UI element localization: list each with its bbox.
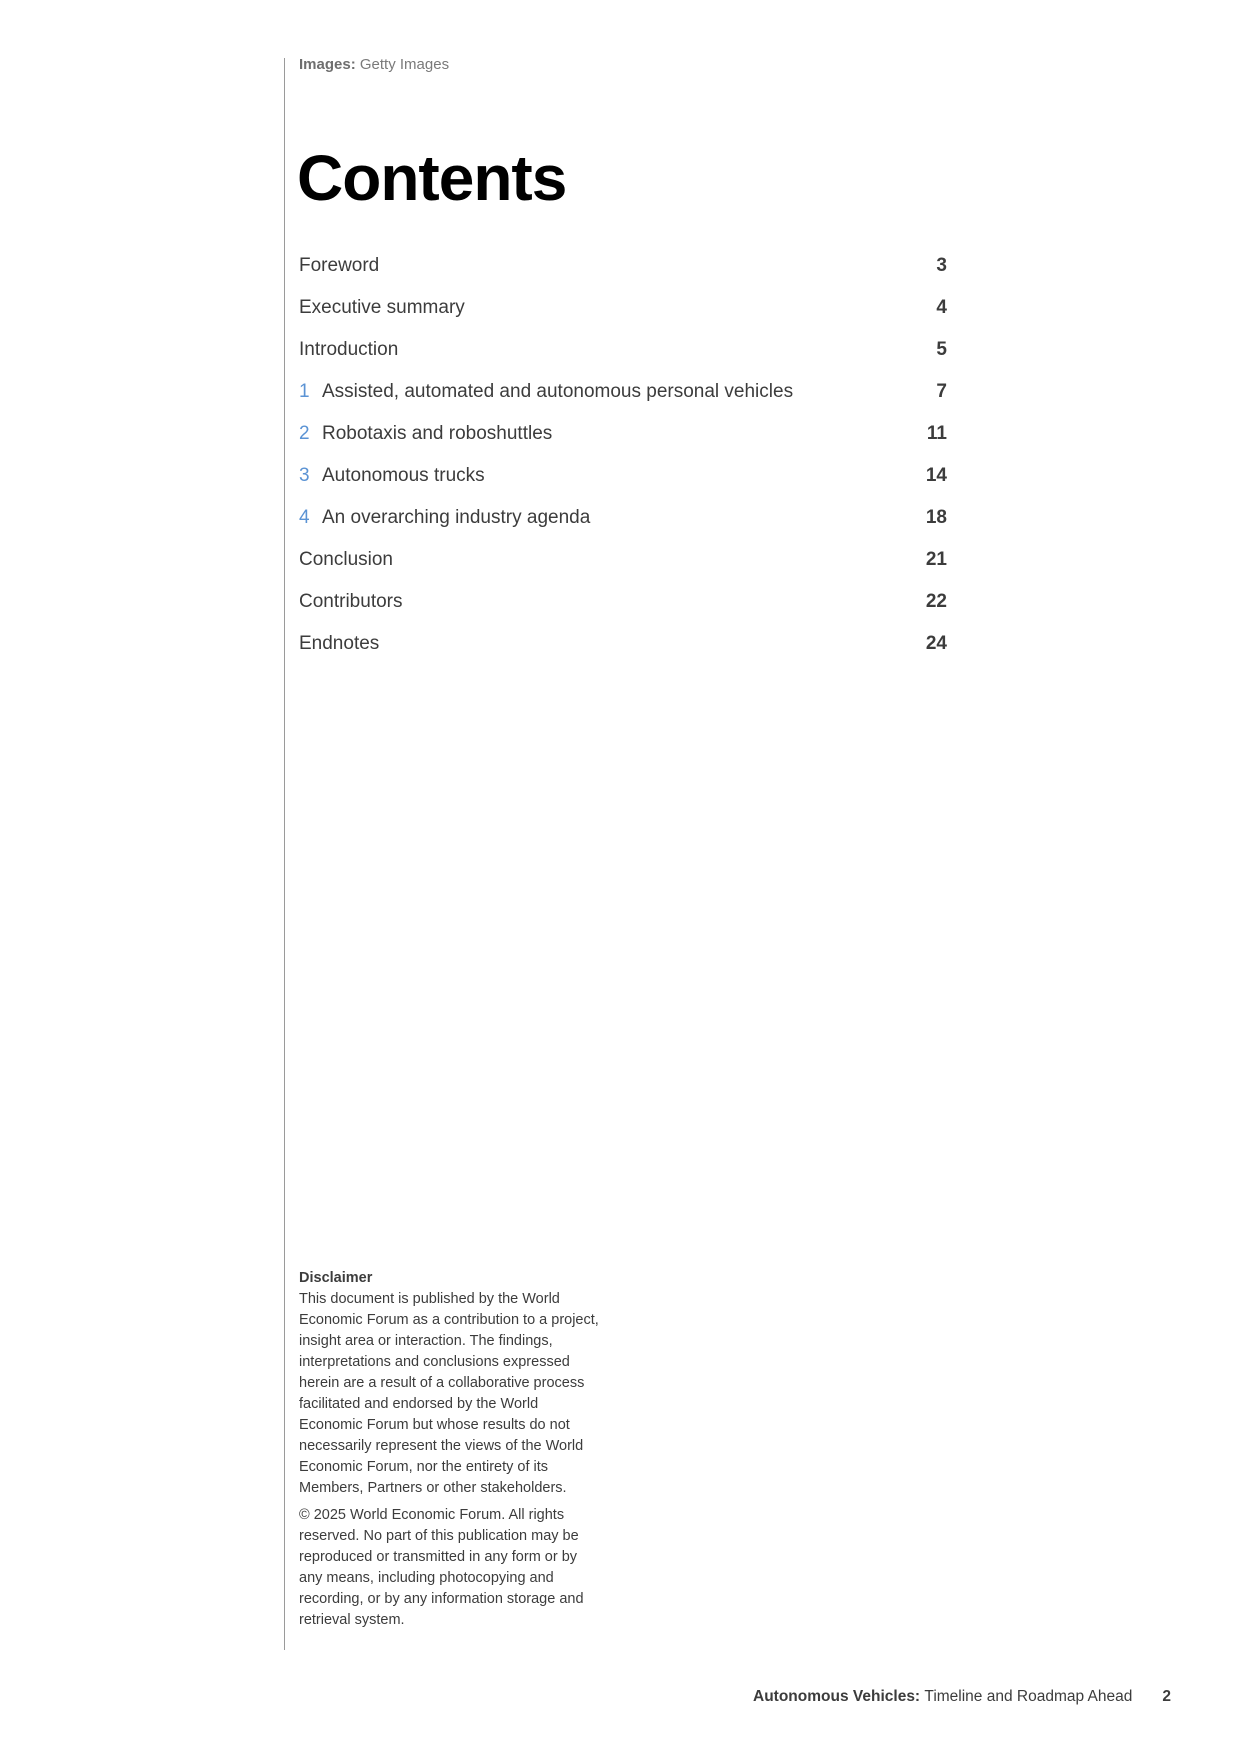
toc-chapter-number: 3 — [299, 465, 310, 486]
image-credit — [299, 56, 449, 73]
toc-item-page: 14 — [925, 465, 947, 486]
toc-item-chapter-3[interactable] — [299, 455, 947, 497]
disclaimer-body: This document is published by the World Economic Forum as a contribution to a project, insight area or interaction. The findings, interpretations and conclusions expressed herein are a result of a collaborative process facilitated and endorsed by the World Economic Forum but whose results do not necessarily represent the views of the World Economic Forum, nor the entirety of its Members, Partners or other stakeholders. — [299, 1291, 599, 1496]
footer-page-number: 2 — [1162, 1688, 1171, 1705]
toc-item-chapter-1[interactable] — [299, 371, 947, 413]
toc-item-label: Autonomous trucks — [322, 465, 485, 486]
toc-chapter-number: 2 — [299, 423, 310, 444]
toc-item-page: 7 — [936, 381, 947, 402]
toc-item-page: 11 — [926, 423, 947, 444]
toc-item-label: Contributors — [299, 591, 403, 612]
toc-item-chapter-4[interactable] — [299, 497, 947, 539]
toc-item-page: 21 — [925, 549, 947, 570]
toc-item-page: 4 — [936, 297, 947, 318]
disclaimer-heading: Disclaimer — [299, 1270, 373, 1286]
toc-item-label: Foreword — [299, 255, 380, 276]
toc-item-label: Executive summary — [299, 297, 465, 318]
toc-item-page: 18 — [925, 507, 947, 528]
toc-item-label: Assisted, automated and autonomous personal vehicles — [322, 381, 794, 402]
toc-item-page: 24 — [925, 633, 947, 654]
table-of-contents — [299, 245, 947, 665]
image-credit-value: Getty Images — [359, 56, 450, 73]
toc-chapter-number: 4 — [299, 507, 310, 528]
toc-item-chapter-2[interactable] — [299, 413, 947, 455]
toc-item-label: An overarching industry agenda — [322, 507, 591, 528]
toc-chapter-number: 1 — [299, 381, 310, 402]
footer-report-title-rest: Timeline and Roadmap Ahead — [924, 1688, 1133, 1705]
toc-item-label: Introduction — [299, 339, 399, 360]
toc-item-conclusion[interactable] — [299, 539, 947, 581]
toc-item-executive-summary[interactable] — [299, 287, 947, 329]
toc-item-page: 3 — [936, 255, 947, 276]
toc-item-endnotes[interactable] — [299, 623, 947, 665]
page-title: Contents — [297, 142, 567, 214]
toc-item-label: Endnotes — [299, 633, 380, 654]
image-credit-label: Images: — [299, 56, 356, 73]
toc-item-introduction[interactable] — [299, 329, 947, 371]
toc-item-label: Robotaxis and roboshuttles — [322, 423, 553, 444]
toc-item-foreword[interactable] — [299, 245, 947, 287]
toc-item-contributors[interactable] — [299, 581, 947, 623]
footer-report-title-bold: Autonomous Vehicles: — [753, 1688, 921, 1705]
page-footer — [753, 1688, 1171, 1706]
disclaimer — [299, 1268, 599, 1631]
copyright-notice: © 2025 World Economic Forum. All rights reserved. No part of this publication may be reproduced or transmitted in any form or by any means, including photocopying and recording, or by any information storage and retrieval system. — [299, 1507, 584, 1628]
toc-item-page: 22 — [925, 591, 947, 612]
vertical-rule — [284, 58, 285, 1650]
toc-item-page: 5 — [936, 339, 947, 360]
toc-item-label: Conclusion — [299, 549, 393, 570]
